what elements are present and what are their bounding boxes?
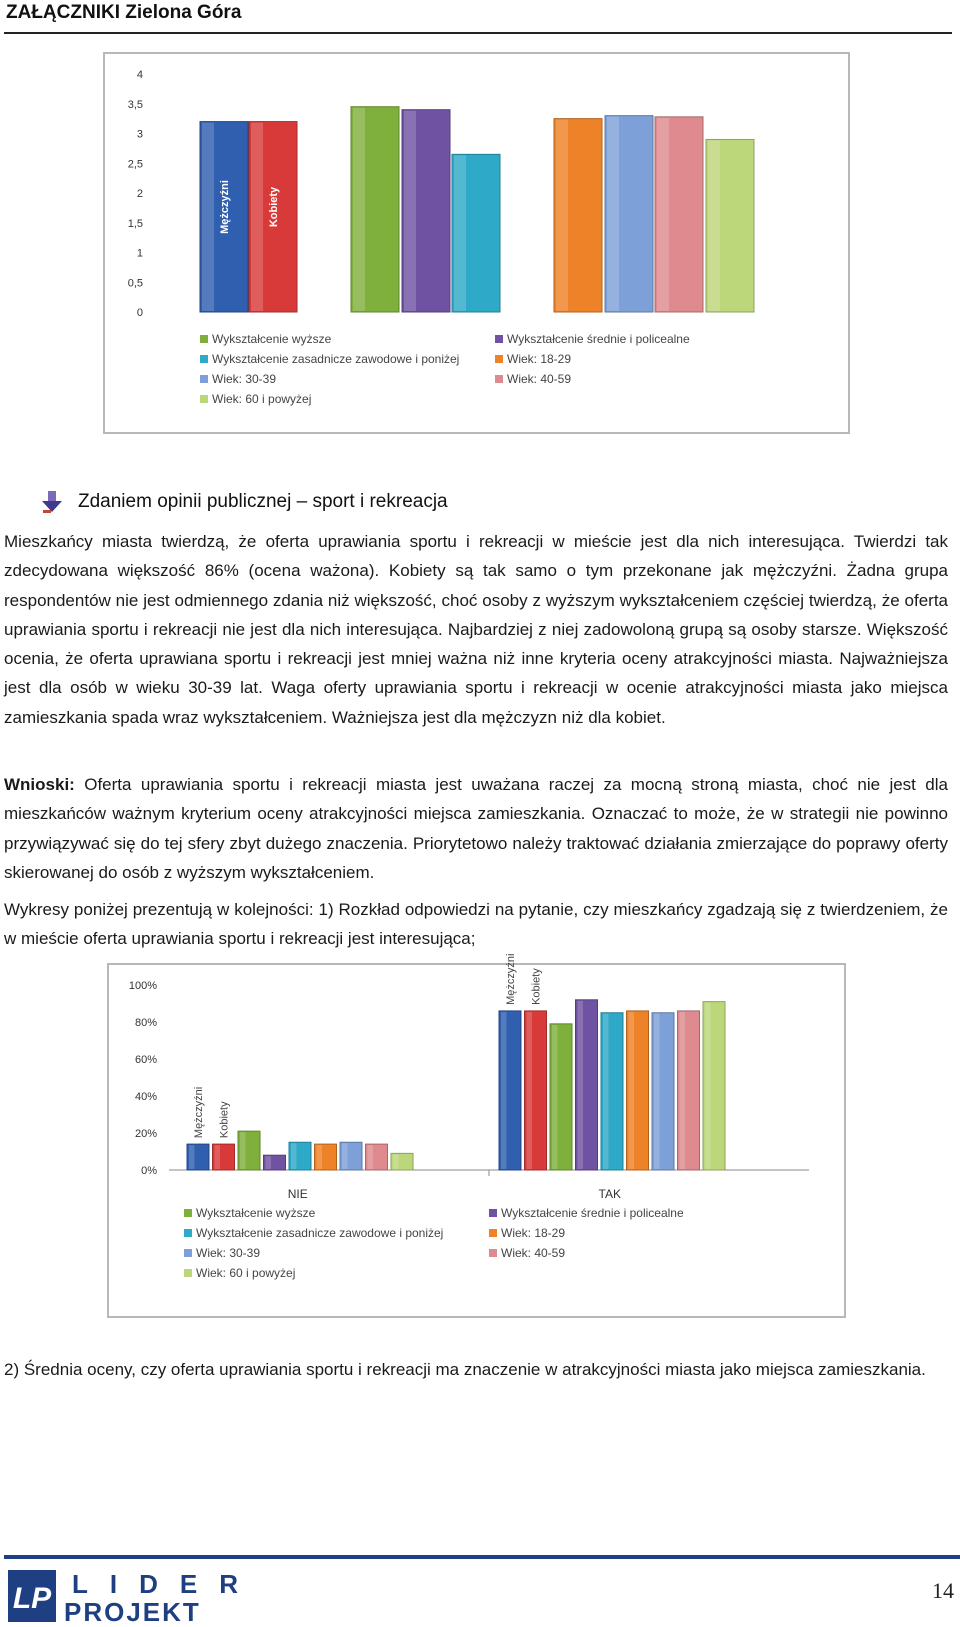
bar-age60-highlight <box>708 140 720 311</box>
bar-nie-women-highlight <box>215 1145 221 1169</box>
conclusions-text: Oferta uprawiania sportu i rekreacji miasta jest uważana raczej za mocną stroną miasta, choć nie jest dla mieszkańców ważnym kryterium oceny atrakcyjności miejsca zamieszkania. Oznaczać to może, że w strategii nie powinno przywiązywać się do tej sfery zbyt dużego znaczenia. Priorytetowo należy traktować działania zmierzające do poprawy oferty skierowanej do osób z wyższym wykształceniem. <box>4 775 948 882</box>
section-title: Zdaniem opinii publicznej – sport i rekreacja <box>78 491 448 512</box>
bar-tak-secondary-highlight <box>578 1001 584 1169</box>
series-label: Kobiety <box>530 968 543 1005</box>
bar-women-highlight <box>251 123 263 311</box>
logo-text-projekt: PROJEKT <box>64 1597 201 1627</box>
bar-tak-age60-highlight <box>705 1003 711 1169</box>
arrow-down-icon <box>40 490 64 514</box>
bar-age60 <box>706 139 754 312</box>
paragraph-charts-intro: Wykresy poniżej prezentują w kolejności: 1) Rozkład odpowiedzi na pytanie, czy mieszkańcy zgadzają się z twierdzeniem, że w mieście oferta uprawiania sportu i rekreacji jest interesująca; <box>4 900 948 949</box>
conclusions-label: Wnioski: <box>4 775 75 794</box>
legend-label: Wiek: 30-39 <box>212 372 277 386</box>
y-tick-label: 20% <box>134 1128 157 1140</box>
bar-age40-highlight <box>657 118 669 311</box>
bar-nie-age30 <box>340 1142 362 1170</box>
bar-tak-age40-highlight <box>680 1012 686 1169</box>
bar-tak-men-highlight <box>501 1012 507 1169</box>
legend-label: Wiek: 40-59 <box>507 372 572 386</box>
bar-label: Mężczyźni <box>219 180 231 234</box>
bar-tak-age40 <box>678 1011 700 1170</box>
paragraph-chart2-caption: 2) Średnia oceny, czy oferta uprawiania sportu i rekreacji ma znaczenie w atrakcyjności miasta jako miejsca zamieszkania. <box>4 1360 926 1379</box>
legend-label: Wykształcenie zasadnicze zawodowe i poniżej <box>212 352 460 366</box>
series-label: Mężczyźni <box>193 1086 205 1139</box>
header-title: ZAŁĄCZNIKI Zielona Góra <box>6 2 242 23</box>
category-label: NIE <box>287 1187 308 1201</box>
legend-swatch <box>495 355 503 363</box>
bar-nie-age18 <box>315 1144 337 1170</box>
bar-vocational-highlight <box>454 155 466 311</box>
bar-nie-age40 <box>366 1144 388 1170</box>
footer-divider <box>4 1555 960 1559</box>
y-tick-label: 1,5 <box>127 217 143 230</box>
bar-nie-age18-highlight <box>317 1145 323 1169</box>
bar-age18-highlight <box>556 120 568 311</box>
bar-nie-secondary-highlight <box>266 1156 272 1169</box>
bar-tak-secondary <box>576 1000 598 1170</box>
series-label: Kobiety <box>218 1101 231 1139</box>
bar-men-highlight <box>202 123 214 311</box>
legend-label: Wykształcenie średnie i policealne <box>507 332 690 346</box>
legend-swatch <box>489 1249 497 1257</box>
paragraph-summary: Mieszkańcy miasta twierdzą, że oferta uprawiania sportu i rekreacji w mieście jest dla nich interesująca. Twierdzi tak zdecydowana większość 86% (ocena ważona). Kobiety są tak samo o tym przekonane jak mężczyźni. Żadna grupa respondentów nie jest odmiennego zdania niż większość, choć osoby z wyższym wykształceniem częściej twierdzą, że oferta uprawiania sportu i rekreacji nie jest dla nich interesująca. Najbardziej z niej zadowoloną grupą są osoby starsze. Większość ocenia, że oferta uprawiana sportu i rekreacji jest mniej ważna niż inne kryteria oceny atrakcyjności miasta. Najważniejsza jest dla osób w wieku 30-39 lat. Waga oferty uprawiania sportu i rekreacji w ocenie atrakcyjności miasta jako miejsca zamieszkania spada wraz wykształceniem. Ważniejsza jest dla mężczyzn niż dla kobiet. <box>4 532 948 727</box>
bar-age18 <box>554 119 602 312</box>
bar-nie-higher <box>238 1131 260 1170</box>
legend-label: Wiek: 18-29 <box>507 352 572 366</box>
bar-nie-men-highlight <box>189 1145 195 1169</box>
series-label: Mężczyźni <box>505 953 517 1005</box>
legend-label: Wykształcenie wyższe <box>196 1206 316 1220</box>
y-tick-label: 0,5 <box>127 277 143 290</box>
legend-label: Wiek: 60 i powyżej <box>196 1266 296 1280</box>
y-tick-label: 40% <box>134 1091 157 1103</box>
legend-label: Wiek: 60 i powyżej <box>212 392 312 406</box>
bar-tak-age30-highlight <box>654 1014 660 1169</box>
legend-swatch <box>495 375 503 383</box>
bar-nie-vocational-highlight <box>291 1143 297 1169</box>
legend-swatch <box>495 335 503 343</box>
bar-tak-age30 <box>652 1013 674 1170</box>
legend-swatch <box>200 395 208 403</box>
bar-tak-vocational <box>601 1013 623 1170</box>
logo-mark-text: LP <box>12 1582 52 1615</box>
bar-tak-vocational-highlight <box>603 1014 609 1169</box>
bar-vocational <box>452 154 500 312</box>
bar-label: Kobiety <box>268 186 280 228</box>
bar-nie-women <box>213 1144 235 1170</box>
y-tick-label: 4 <box>136 69 143 81</box>
bar-tak-higher <box>550 1024 572 1170</box>
bar-higher-highlight <box>353 108 365 311</box>
bar-tak-women <box>525 1011 547 1170</box>
bar-nie-vocational <box>289 1142 311 1170</box>
bar-higher <box>351 107 399 312</box>
y-tick-label: 0 <box>136 307 143 319</box>
page-number: 14 <box>932 1578 954 1603</box>
bar-tak-higher-highlight <box>552 1025 558 1169</box>
y-tick-label: 0% <box>141 1165 157 1177</box>
bar-nie-age60 <box>391 1153 413 1170</box>
bar-tak-age18-highlight <box>629 1012 635 1169</box>
bar-nie-age60-highlight <box>393 1154 399 1169</box>
chart2-svg <box>109 953 844 1316</box>
y-tick-label: 2 <box>136 188 143 200</box>
paragraph-conclusions <box>4 770 948 887</box>
bar-age30 <box>605 116 653 312</box>
legend-label: Wiek: 40-59 <box>501 1246 566 1260</box>
legend-label: Wiek: 18-29 <box>501 1226 566 1240</box>
bar-nie-higher-highlight <box>240 1132 246 1169</box>
bar-tak-men <box>499 1011 521 1170</box>
bar-age30-highlight <box>607 117 619 311</box>
lider-projekt-logo <box>8 1568 260 1627</box>
legend-label: Wykształcenie zasadnicze zawodowe i poniżej <box>196 1226 444 1240</box>
legend-swatch <box>184 1209 192 1217</box>
y-tick-label: 3,5 <box>127 98 143 111</box>
y-tick-label: 2,5 <box>127 158 143 171</box>
chart-answer-distribution <box>107 953 846 1318</box>
legend-swatch <box>184 1249 192 1257</box>
y-tick-label: 1 <box>136 247 143 260</box>
legend-swatch <box>200 355 208 363</box>
logo-text-lider: LIDER <box>72 1569 260 1599</box>
chart1-svg <box>105 54 848 432</box>
bar-nie-secondary <box>264 1155 286 1170</box>
y-tick-label: 100% <box>128 980 157 992</box>
chart-average-rating <box>103 52 850 434</box>
bar-nie-age40-highlight <box>368 1145 374 1169</box>
bar-secondary-highlight <box>404 111 416 311</box>
bar-tak-women-highlight <box>527 1012 533 1169</box>
y-tick-label: 60% <box>134 1054 157 1066</box>
legend-swatch <box>200 375 208 383</box>
bar-tak-age60 <box>703 1002 725 1170</box>
legend-swatch <box>200 335 208 343</box>
bar-nie-men <box>187 1144 209 1170</box>
y-tick-label: 3 <box>136 128 143 141</box>
legend-swatch <box>489 1229 497 1237</box>
bar-tak-age18 <box>627 1011 649 1170</box>
bar-age40 <box>655 117 703 312</box>
y-tick-label: 80% <box>134 1017 157 1029</box>
category-label: TAK <box>598 1187 621 1201</box>
legend-swatch <box>489 1209 497 1217</box>
bar-secondary <box>402 110 450 312</box>
legend-swatch <box>184 1229 192 1237</box>
page-header <box>4 0 952 34</box>
legend-label: Wiek: 30-39 <box>196 1246 261 1260</box>
section-heading <box>40 488 448 516</box>
legend-label: Wykształcenie średnie i policealne <box>501 1206 684 1220</box>
bar-nie-age30-highlight <box>342 1143 348 1169</box>
legend-label: Wykształcenie wyższe <box>212 332 332 346</box>
legend-swatch <box>184 1269 192 1277</box>
